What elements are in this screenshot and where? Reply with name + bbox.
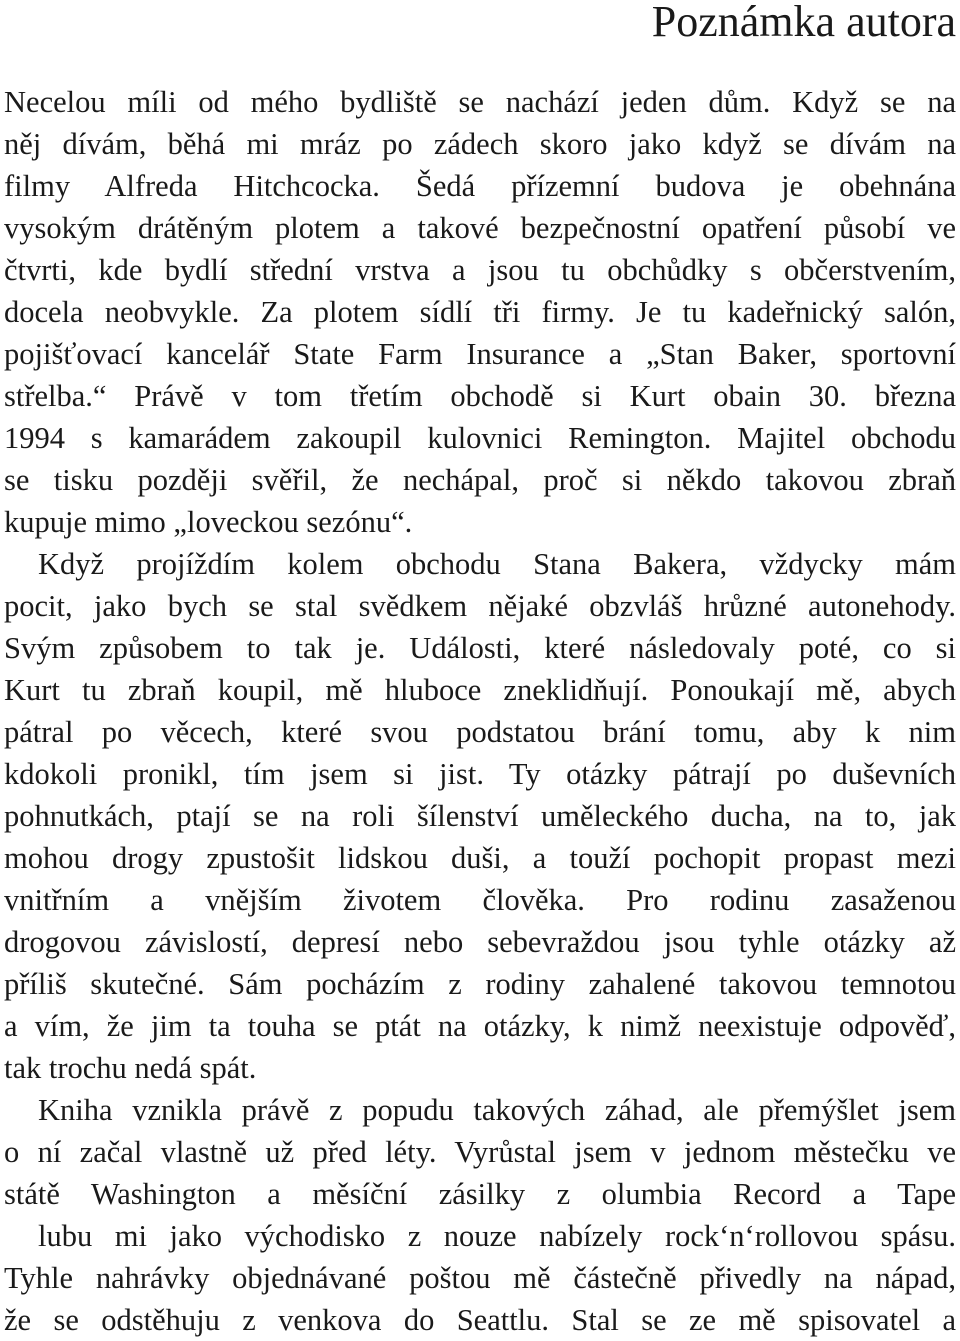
text-line: vysokým drátěným plotem a takové bezpečnostní opatření působí ve — [4, 211, 956, 245]
text-line: kupuje mimo „loveckou sezónu“. — [4, 505, 413, 539]
text-line: Necelou míli od mého bydliště se nachází jeden dům. Když se na — [4, 85, 956, 119]
text-line: tak trochu nedá spát. — [4, 1051, 257, 1085]
text-line: Kurt tu zbraň koupil, mě hluboce zneklidňují. Ponoukají mě, abych — [4, 673, 956, 707]
text-line: drogovou závislostí, depresí nebo sebevraždou jsou tyhle otázky až — [4, 925, 956, 959]
body-text — [4, 81, 956, 1341]
text-line: střelba.“ Právě v tom třetím obchodě si Kurt obain 30. března — [4, 379, 956, 413]
text-line: 1994 s kamarádem zakoupil kulovnici Remington. Majitel obchodu — [4, 421, 956, 455]
text-line: vnitřním a vnějším životem člověka. Pro rodinu zasaženou — [4, 883, 956, 917]
text-line: Svým způsobem to tak je. Události, které následovaly poté, co si — [4, 631, 956, 665]
text-line: Kniha vznikla právě z popudu takových záhad, ale přemýšlet jsem — [38, 1093, 956, 1127]
text-line: příliš skutečné. Sám pocházím z rodiny zahalené takovou temnotou — [4, 967, 956, 1001]
text-line: že se odstěhuju z venkova do Seattlu. Stal se ze mě spisovatel a — [4, 1303, 956, 1337]
text-line: pojišťovací kancelář State Farm Insurance a „Stan Baker, sportovní — [4, 337, 956, 371]
text-line: něj dívám, běhá mi mráz po zádech skoro jako když se dívám na — [4, 127, 956, 161]
text-line: pohnutkách, ptají se na roli šílenství uměleckého ducha, na to, jak — [4, 799, 956, 833]
text-line: pocit, jako bych se stal svědkem nějaké obzvláš hrůzné autonehody. — [4, 589, 956, 623]
text-line: a vím, že jim ta touha se ptát na otázky, k nimž neexistuje odpověď, — [4, 1009, 956, 1043]
text-line: o ní začal vlastně už před léty. Vyrůstal jsem v jednom městečku ve — [4, 1135, 956, 1169]
text-line: Tyhle nahrávky objednávané poštou mě částečně přivedly na nápad, — [4, 1261, 956, 1295]
page-title: Poznámka autora — [651, 0, 956, 46]
text-line: docela neobvykle. Za plotem sídlí tři firmy. Je tu kadeřnický salón, — [4, 295, 956, 329]
text-line: kdokoli pronikl, tím jsem si jist. Ty otázky pátrají po duševních — [4, 757, 956, 791]
text-line: státě Washington a měsíční zásilky z olumbia Record a Tape — [4, 1177, 956, 1211]
text-line: Když projíždím kolem obchodu Stana Bakera, vždycky mám — [38, 547, 956, 581]
text-line: pátral po věcech, které svou podstatou brání tomu, aby k nim — [4, 715, 956, 749]
text-line: mohou drogy zpustošit lidskou duši, a touží pochopit propast mezi — [4, 841, 956, 875]
text-line: se tisku později svěřil, že nechápal, proč si někdo takovou zbraň — [4, 463, 956, 497]
text-line: filmy Alfreda Hitchcocka. Šedá přízemní budova je obehnána — [4, 169, 956, 203]
text-line: čtvrti, kde bydlí střední vrstva a jsou tu obchůdky s občerstvením, — [4, 253, 956, 287]
text-line: lubu mi jako východisko z nouze nabízely rock‘n‘rollovou spásu. — [38, 1219, 956, 1253]
